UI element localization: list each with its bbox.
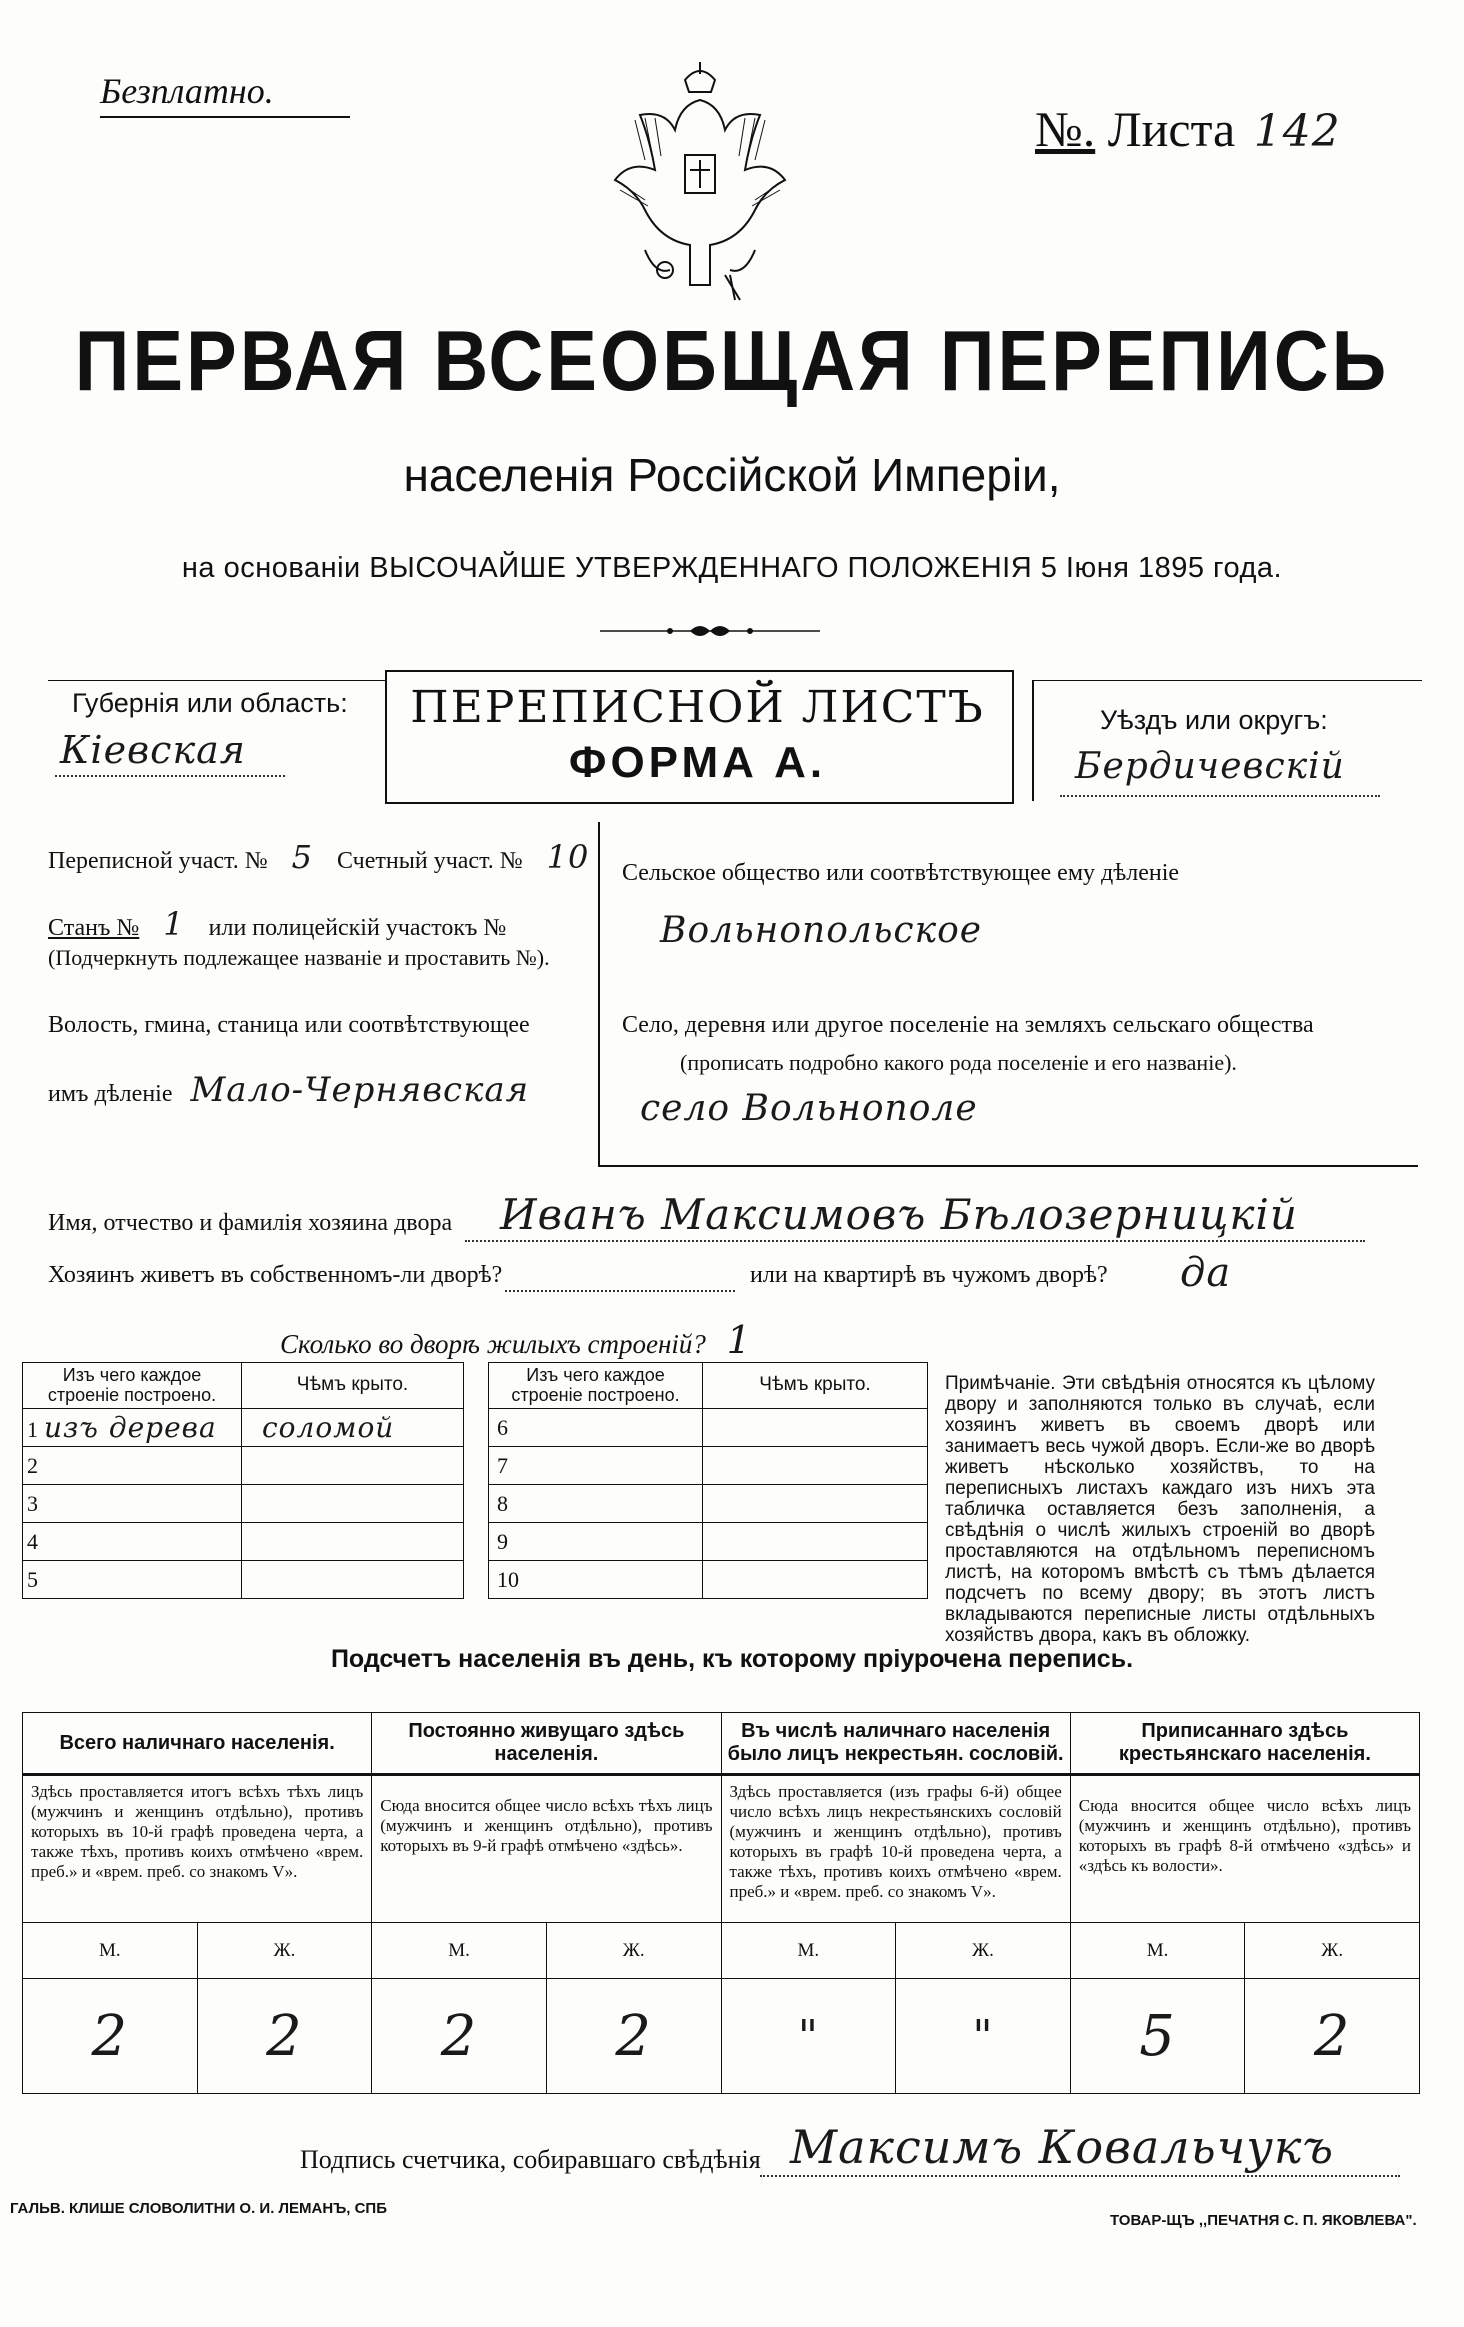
count-col-3-f-label: Ж. xyxy=(896,1923,1071,1979)
col-roof-header: Чѣмъ крыто. xyxy=(242,1363,464,1409)
count-col-1-f-value: 2 xyxy=(197,1979,372,2094)
buildings-row xyxy=(280,1318,752,1362)
note-text: Примѣчаніе. Эти свѣдѣнія относятся къ цѣлому двору и заполняются только въ случаѣ, если хозяинъ живетъ въ своемъ дворѣ или занимаетъ весь чужой дворъ. Если-же во дворѣ живетъ нѣсколько хозяйствъ, то на переписныхъ листахъ каждаго изъ нихъ эта табличка оставляется безъ заполненія, а свѣдѣнія о числѣ жилыхъ строеній во дворѣ проставляются на отдѣльномъ переписномъ листѣ, на которомъ вмѣстѣ съ тѣмъ дѣлается подсчетъ по всему двору; въ этотъ листъ вкладываются переписные листы отдѣльныхъ хозяйствъ двора, какъ въ обложку. xyxy=(945,1373,1375,1646)
legal-basis: на основаніи ВЫСОЧАЙШЕ УТВЕРЖДЕННАГО ПОЛОЖЕНІЯ 5 Іюня 1895 года. xyxy=(181,552,1283,584)
own-yard-value: да xyxy=(1180,1250,1232,1296)
signature-label: Подпись счетчика, собиравшаго свѣдѣнія xyxy=(300,2145,761,2174)
own-yard-line xyxy=(505,1290,735,1292)
building-row-2-n: 2 xyxy=(27,1452,38,1478)
count-col-4-m-value: 5 xyxy=(1070,1979,1245,2094)
owner-row xyxy=(48,1210,452,1237)
footer-left: ГАЛЬВ. КЛИШЕ СЛОВОЛИТНИ О. И. ЛЕМАНЪ, СПБ xyxy=(10,2200,387,2217)
building-row-4-roof xyxy=(242,1523,464,1561)
sheet-no-label: №. xyxy=(1035,101,1096,157)
count-col-2-f-label: Ж. xyxy=(546,1923,721,1979)
building-row-1-roof: соломой xyxy=(242,1409,464,1447)
form-title-line1: ПЕРЕПИСНОЙ ЛИСТЪ xyxy=(410,682,985,733)
selo-label: Село, деревня или другое поселеніе на земляхъ сельскаго общества xyxy=(622,1012,1314,1038)
stan-row xyxy=(48,905,506,943)
count-col-3-m-value: " xyxy=(721,1979,896,2094)
footer-right: ТОВАР-ЩЪ ,,ПЕЧАТНЯ С. П. ЯКОВЛЕВА". xyxy=(1110,2212,1417,2229)
building-row-7-n: 7 xyxy=(497,1452,508,1478)
stan-note: (Подчеркнуть подлежащее названіе и проставить №). xyxy=(48,945,550,970)
police-label: или полицейскій участокъ № xyxy=(208,915,507,941)
col-material-header: Изъ чего каждое строеніе построено. xyxy=(23,1363,242,1409)
building-row-10-material xyxy=(489,1561,703,1599)
schetny-label: Счетный участ. № xyxy=(336,848,523,874)
building-row-4-material xyxy=(23,1523,242,1561)
stan-label: Станъ № xyxy=(48,915,140,941)
building-row-5-roof xyxy=(242,1561,464,1599)
count-col-4-m-label: М. xyxy=(1070,1923,1245,1979)
imperial-eagle-icon xyxy=(605,60,795,310)
stan-value: 1 xyxy=(163,905,185,943)
count-col-1-m-value: 2 xyxy=(23,1979,198,2094)
count-col-3-header: Въ числѣ наличнаго населенія было лицъ некрестьян. сословій. xyxy=(721,1713,1070,1775)
building-row-9-material xyxy=(489,1523,703,1561)
selo-value: село Вольнополе xyxy=(640,1088,978,1129)
building-row-8-material xyxy=(489,1485,703,1523)
building-row-4-n: 4 xyxy=(27,1528,38,1554)
building-row-9-n: 9 xyxy=(497,1528,508,1554)
count-col-1-header: Всего наличнаго населенія. xyxy=(23,1713,372,1775)
gubernia-line xyxy=(55,775,285,777)
building-row-5-material xyxy=(23,1561,242,1599)
count-title: Подсчетъ населенія въ день, къ которому пріурочена перепись. xyxy=(330,1645,1134,1673)
ornament-divider-icon xyxy=(600,623,820,639)
form-title-line2: ФОРМА А. xyxy=(568,738,827,787)
page-subtitle: населенія Россійской Имперіи, xyxy=(403,449,1061,501)
count-col-4-f-value: 2 xyxy=(1245,1979,1420,2094)
perepisnoi-value: 5 xyxy=(291,838,313,876)
perepisnoi-row xyxy=(48,838,589,876)
count-col-2-desc: Сюда вносится общее число всѣхъ тѣхъ лицъ (мужчинъ и женщинъ отдѣльно), противъ которыхъ въ 9-й графѣ отмѣчено «здѣсь». xyxy=(372,1775,721,1923)
owner-value: Иванъ Максимовъ Бѣлозерницкій xyxy=(500,1190,1298,1239)
free-underline xyxy=(100,116,350,118)
gubernia-value: Кіевская xyxy=(60,728,246,772)
uezd-line xyxy=(1060,795,1380,797)
count-col-4-f-label: Ж. xyxy=(1245,1923,1420,1979)
count-col-4-desc: Сюда вносится общее число всѣхъ лицъ (мужчинъ и женщинъ отдѣльно), противъ которыхъ въ графѣ 8-й отмѣчено «здѣсь» и «здѣсь къ волости». xyxy=(1070,1775,1419,1923)
building-row-3-roof xyxy=(242,1485,464,1523)
count-col-4-header: Приписаннаго здѣсь крестьянскаго населенія. xyxy=(1070,1713,1419,1775)
count-col-2-header: Постоянно живущаго здѣсь населенія. xyxy=(372,1713,721,1775)
building-row-6-n: 6 xyxy=(497,1414,508,1440)
volost-label-1: Волость, гмина, станица или соотвѣтствующее xyxy=(48,1012,530,1038)
schetny-value: 10 xyxy=(546,838,590,876)
building-row-10-roof xyxy=(703,1561,928,1599)
building-row-2-material xyxy=(23,1447,242,1485)
count-col-3-f-value: " xyxy=(896,1979,1071,2094)
building-row-8-roof xyxy=(703,1485,928,1523)
own-yard-label: Хозяинъ живетъ въ собственномъ-ли дворѣ? xyxy=(48,1262,503,1288)
col-material-header-2: Изъ чего каждое строеніе построено. xyxy=(489,1363,703,1409)
uezd-value: Бердичевскій xyxy=(1075,746,1345,787)
count-col-3-desc: Здѣсь проставляется (изъ графы 6-й) общее число всѣхъ лицъ некрестьянскихъ сословій (мужчинъ и женщинъ отдѣльно), противъ которыхъ въ графѣ 10-й проведена черта, а также тѣхъ, противъ коихъ отмѣчено «врем. преб.» и «врем. преб. со знакомъ V». xyxy=(721,1775,1070,1923)
volost-value: Мало-Чернявская xyxy=(190,1070,530,1110)
perepisnoi-label: Переписной участ. № xyxy=(48,848,268,874)
page-title: ПЕРВАЯ ВСЕОБЩАЯ ПЕРЕПИСЬ xyxy=(74,313,1390,410)
building-row-7-material xyxy=(489,1447,703,1485)
building-row-6-roof xyxy=(703,1409,928,1447)
count-col-1-f-label: Ж. xyxy=(197,1923,372,1979)
buildings-table-left xyxy=(22,1362,464,1599)
owner-label: Имя, отчество и фамилія хозяина двора xyxy=(48,1210,453,1236)
volost-label-2: имъ дѣленіе xyxy=(48,1081,173,1107)
count-col-2-m-label: М. xyxy=(372,1923,547,1979)
building-row-3-n: 3 xyxy=(27,1490,38,1516)
building-row-3-material xyxy=(23,1485,242,1523)
gubernia-label: Губернія или область: xyxy=(72,688,348,718)
count-col-2-f-value: 2 xyxy=(546,1979,721,2094)
count-col-2-m-value: 2 xyxy=(372,1979,547,2094)
building-row-6-material xyxy=(489,1409,703,1447)
count-col-1-desc: Здѣсь проставляется итогъ всѣхъ тѣхъ лицъ (мужчинъ и женщинъ отдѣльно), противъ которыхъ въ 10-й графѣ проведена черта, а также тѣхъ, противъ коихъ отмѣчено «врем. преб.» и «врем. преб. со знакомъ V». xyxy=(23,1775,372,1923)
col-roof-header-2: Чѣмъ крыто. xyxy=(703,1363,928,1409)
population-table xyxy=(22,1712,1420,2094)
uezd-label: Уѣздъ или округъ: xyxy=(1100,705,1328,735)
sheet-number-block xyxy=(1035,100,1341,158)
signature-line xyxy=(760,2175,1400,2177)
info-bottom-rule xyxy=(598,1165,1418,1167)
building-row-8-n: 8 xyxy=(497,1490,508,1516)
obshchestvo-label: Сельское общество или соотвѣтствующее ему дѣленіе xyxy=(622,860,1180,886)
building-row-10-n: 10 xyxy=(497,1566,519,1592)
building-row-7-roof xyxy=(703,1447,928,1485)
building-row-1-material-value: изъ дерева xyxy=(44,1411,217,1444)
free-label: Безплатно. xyxy=(100,71,274,111)
sheet-number-value: 142 xyxy=(1253,106,1341,157)
selo-note: (прописать подробно какого рода поселеніе и его названіе). xyxy=(680,1050,1237,1075)
building-row-5-n: 5 xyxy=(27,1566,38,1592)
buildings-value: 1 xyxy=(726,1318,752,1362)
sheet-label: Листа xyxy=(1107,101,1236,157)
building-row-1-material xyxy=(23,1409,242,1447)
buildings-label: Сколько во дворѣ жилыхъ строеній? xyxy=(280,1329,706,1359)
buildings-table-right xyxy=(488,1362,928,1599)
signature-value: Максимъ Ковальчукъ xyxy=(790,2120,1335,2174)
count-col-1-m-label: М. xyxy=(23,1923,198,1979)
info-divider xyxy=(598,822,600,1167)
volost-row xyxy=(48,1070,529,1110)
owner-line xyxy=(465,1240,1365,1242)
rent-label: или на квартирѣ въ чужомъ дворѣ? xyxy=(750,1262,1108,1288)
building-row-1-n: 1 xyxy=(27,1417,38,1442)
obshchestvo-value: Вольнопольское xyxy=(660,910,983,951)
count-col-3-m-label: М. xyxy=(721,1923,896,1979)
building-row-2-roof xyxy=(242,1447,464,1485)
building-row-9-roof xyxy=(703,1523,928,1561)
